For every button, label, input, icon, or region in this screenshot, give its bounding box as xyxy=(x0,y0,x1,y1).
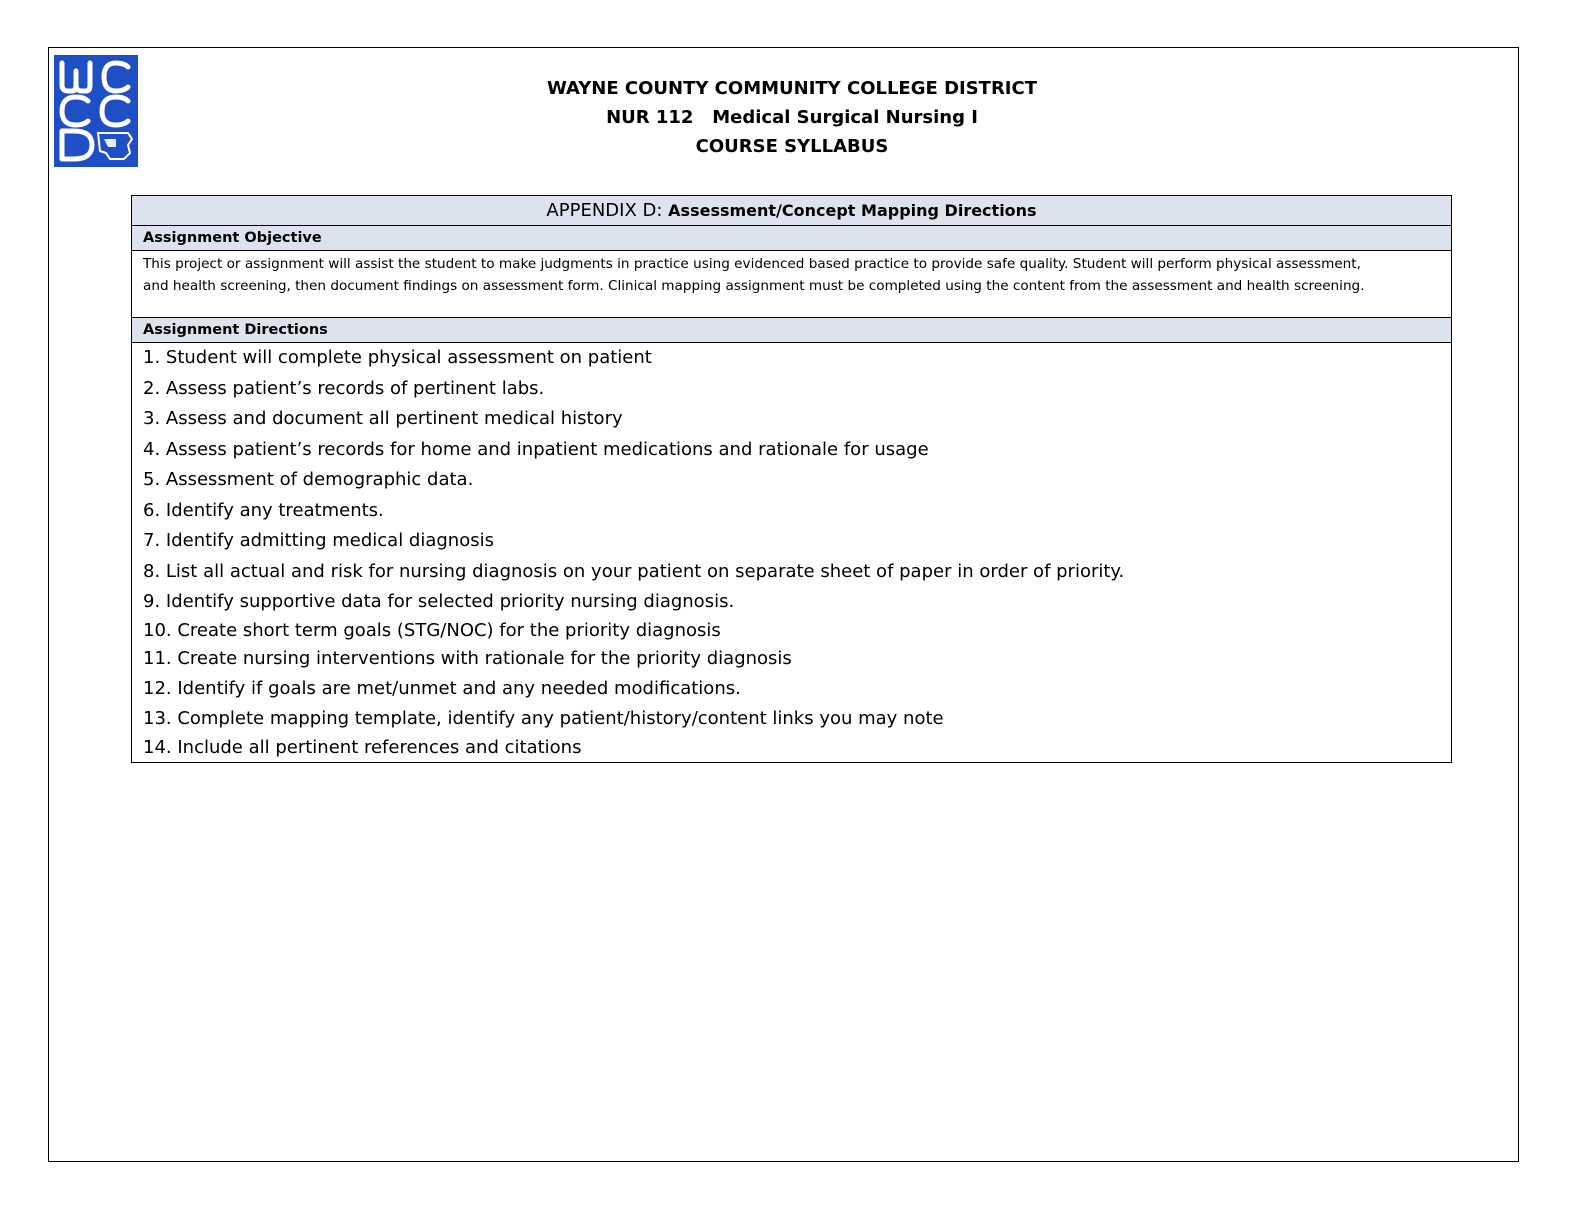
document-header xyxy=(0,74,1584,161)
objective-line: and health screening, then document findings on assessment form. Clinical mapping assignment must be completed using the content from the assessment and health screening. xyxy=(143,278,1365,294)
directions-heading: Assignment Directions xyxy=(132,317,1451,343)
direction-item: 8. List all actual and risk for nursing diagnosis on your patient on separate sheet of paper in order of priority. xyxy=(143,561,1125,582)
directions-list xyxy=(132,343,1451,762)
college-name: WAYNE COUNTY COMMUNITY COLLEGE DISTRICT xyxy=(547,78,1037,99)
appendix-subtitle: Assessment/Concept Mapping Directions xyxy=(668,201,1037,220)
appendix-table xyxy=(131,195,1452,763)
direction-item: 10. Create short term goals (STG/NOC) for the priority diagnosis xyxy=(143,620,721,641)
direction-item: 2. Assess patient’s records of pertinent labs. xyxy=(143,378,545,399)
course-title: NUR 112 Medical Surgical Nursing I xyxy=(606,107,978,128)
appendix-title xyxy=(132,196,1451,226)
direction-item: 14. Include all pertinent references and citations xyxy=(143,737,582,758)
direction-item: 11. Create nursing interventions with rationale for the priority diagnosis xyxy=(143,648,792,669)
direction-item: 12. Identify if goals are met/unmet and any needed modifications. xyxy=(143,678,741,699)
direction-item: 6. Identify any treatments. xyxy=(143,500,384,521)
objective-heading: Assignment Objective xyxy=(132,226,1451,251)
appendix-label: APPENDIX D: xyxy=(546,200,669,221)
objective-line: This project or assignment will assist the student to make judgments in practice using evidenced based practice to provide safe quality. Student will perform physical assessment, xyxy=(143,256,1361,272)
direction-item: 9. Identify supportive data for selected priority nursing diagnosis. xyxy=(143,591,735,612)
objective-text xyxy=(132,251,1451,317)
direction-item: 1. Student will complete physical assessment on patient xyxy=(143,347,652,368)
document-type: COURSE SYLLABUS xyxy=(695,136,889,157)
direction-item: 5. Assessment of demographic data. xyxy=(143,469,474,490)
direction-item: 4. Assess patient’s records for home and inpatient medications and rationale for usage xyxy=(143,439,929,460)
direction-item: 7. Identify admitting medical diagnosis xyxy=(143,530,494,551)
direction-item: 3. Assess and document all pertinent medical history xyxy=(143,408,623,429)
direction-item: 13. Complete mapping template, identify any patient/history/content links you may note xyxy=(143,708,944,729)
